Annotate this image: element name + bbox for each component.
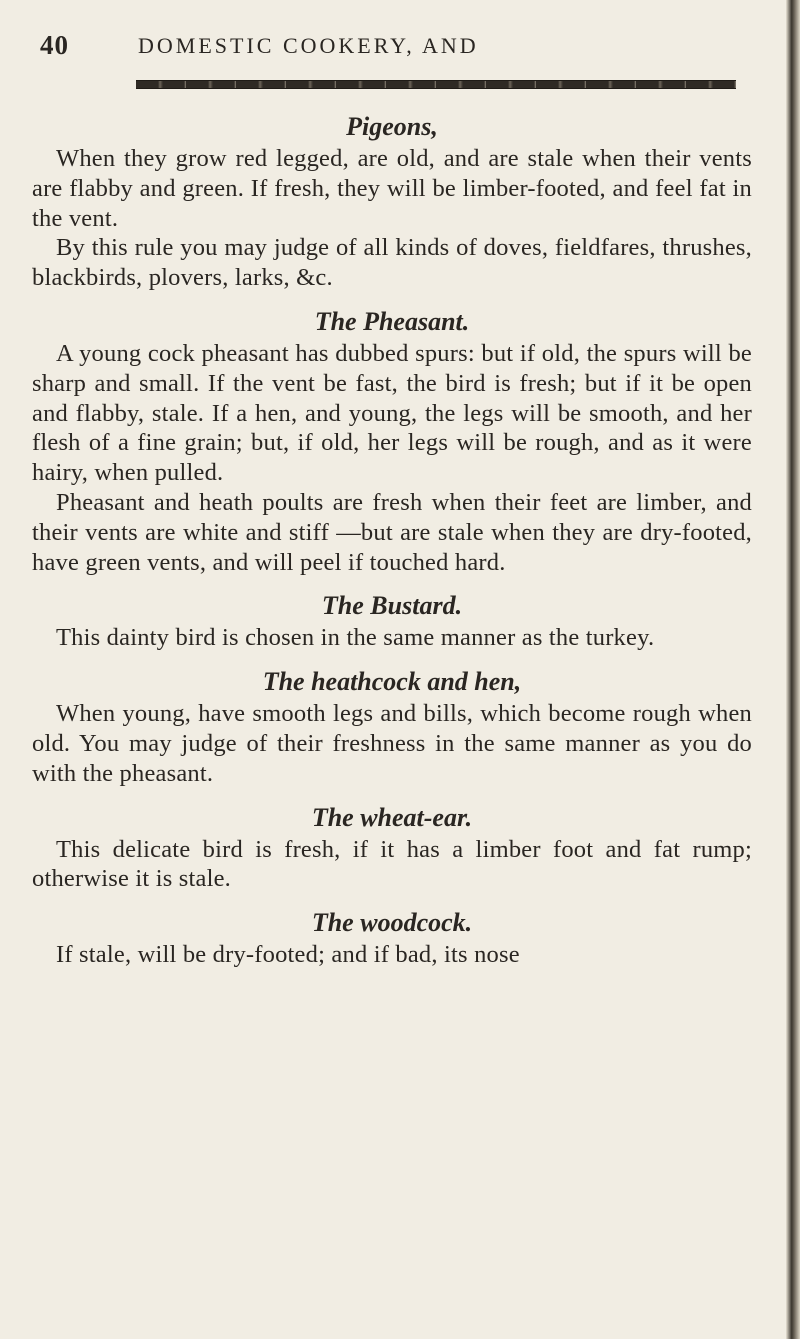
section-bustard [32,589,752,653]
section-title: The Bustard. [321,591,463,621]
section-wheat-ear [32,801,752,895]
paragraph: When young, have smooth legs and bills, which become rough when old. You may judge of their freshness in the same manner as you do with the pheasant. [32,700,752,787]
section-title: The woodcock. [311,908,473,938]
section-woodcock [32,906,752,970]
section-title: Pigeons, [346,112,438,141]
decorative-rule [136,80,736,89]
paragraph: This dainty bird is chosen in the same manner as the turkey. [56,624,655,652]
section-title: The Pheasant. [314,306,470,336]
paragraph: Pheasant and heath poults are fresh when their feet are limber, and their vents are white and stiff —but are stale when they are dry-footed, have green vents, and will peel if touched hard. [32,488,752,576]
section-pheasant [32,305,752,577]
paragraph: By this rule you may judge of all kinds of doves, fieldfares, thrushes, blackbirds, plovers, larks, &c. [32,234,752,292]
running-head: DOMESTIC COOKERY, AND [138,33,479,58]
section-heathcock [32,665,752,788]
paragraph: A young cock pheasant has dubbed spurs: but if old, the spurs will be sharp and small. If the vent be fast, the bird is fresh; but if it be open and flabby, stale. If a hen, and young, the legs will be smooth, and her flesh of a fine grain; but, if old, her legs will be rough, and as it were hairy, when pulled. [32,339,752,487]
page-edge [786,0,800,1339]
paragraph: When they grow red legged, are old, and are stale when their vents are flabby and green. If fresh, they will be limber-footed, and feel fat in the vent. [32,145,752,232]
paragraph: If stale, will be dry-footed; and if bad, its nose [56,941,520,969]
page-body [32,110,752,970]
section-pigeons [32,110,752,293]
page-header [40,30,760,66]
section-title: The heathcock and hen, [262,667,522,697]
page-number: 40 [40,30,69,60]
section-title: The wheat-ear. [311,802,473,832]
paragraph: This delicate bird is fresh, if it has a limber foot and fat rump; otherwise it is stale. [32,835,752,893]
